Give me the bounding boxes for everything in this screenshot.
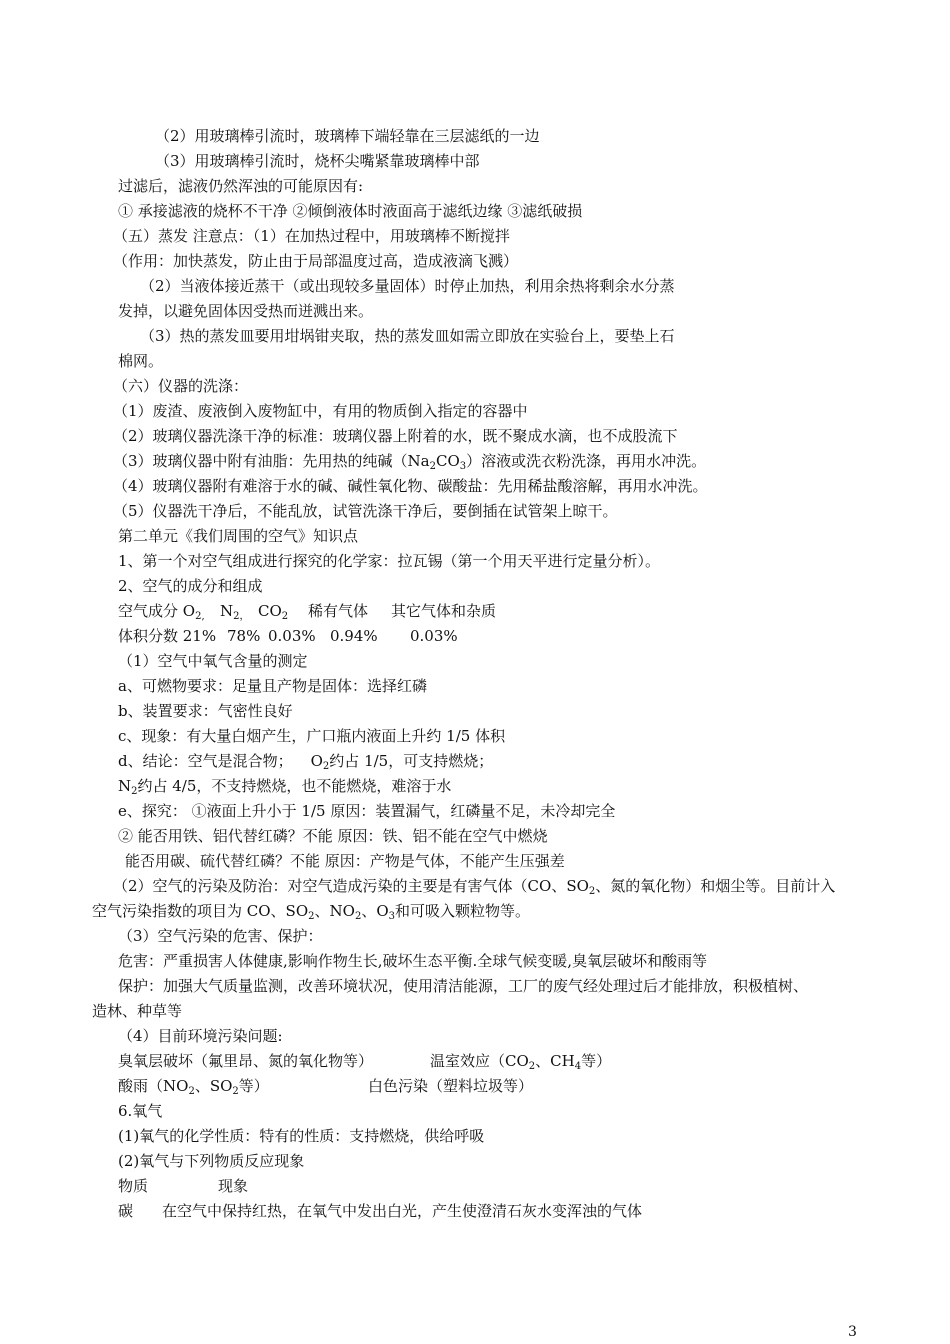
table-cell: 在空气中保持红热，在氧气中发出白光，产生使澄清石灰水变浑浊的气体 (162, 1202, 643, 1220)
text-line: a、可燃物要求：足量且产物是固体：选择红磷 (118, 677, 427, 695)
page-number: 3 (848, 1324, 857, 1340)
table-cell: 78% (227, 627, 261, 645)
text-line: （4）玻璃仪器附有难溶于水的碱、碱性氧化物、碳酸盐：先用稀盐酸溶解，再用水冲洗。 (113, 477, 708, 495)
table-cell: 臭氧层破坏（氟里昂、氮的氧化物等） (118, 1052, 374, 1070)
text-line: (1)氧气的化学性质：特有的性质：支持燃烧，供给呼吸 (118, 1127, 485, 1145)
text-segment: ）溶液或洗衣粉洗涤，再用水冲洗。 (466, 452, 707, 470)
text-line (118, 776, 451, 796)
text-line: （1）空气中氧气含量的测定 (118, 652, 308, 670)
text-line (118, 751, 493, 771)
text-line: b、装置要求：气密性良好 (118, 702, 293, 720)
table-header-cell: 物质 (118, 1177, 149, 1195)
section-heading: （五）蒸发 注意点：（1）在加热过程中，用玻璃棒不断搅拌 (113, 227, 510, 245)
table-header-cell: 现象 (218, 1177, 249, 1195)
text-line: （3）用玻璃棒引流时，烧杯尖嘴紧靠玻璃棒中部 (155, 152, 480, 170)
table-cell: 碳 (118, 1202, 134, 1220)
table-cell: 温室效应（$CO_2$、$CH_4$等） (430, 1052, 612, 1072)
text-segment: 、NO (314, 902, 355, 920)
text-line: （3）空气污染的危害、保护： (118, 927, 323, 945)
text-line: 保护：加强大气质量监测，改善环境状况，使用清洁能源，工厂的废气经处理过后才能排放，积极植树、 (118, 977, 809, 995)
table-cell: 空气成分 $O_{2,}$ (118, 602, 205, 622)
unit-title: 第二单元《我们周围的空气》知识点 (118, 527, 359, 545)
text-line (113, 451, 706, 471)
subscript: 3 (388, 911, 395, 922)
text-line (92, 901, 530, 921)
text-line: (2)氧气与下列物质反应现象 (118, 1152, 305, 1170)
table-cell: $CO_2$ (258, 602, 289, 622)
text-line: （2）用玻璃棒引流时，玻璃棒下端轻靠在三层滤纸的一边 (155, 127, 540, 145)
subscript: 2 (131, 786, 138, 797)
text-line: （4）目前环境污染问题: (118, 1027, 283, 1045)
table-cell: 体积分数 21% (118, 627, 217, 645)
text-line: （2）当液体接近蒸干（或出现较多量固体）时停止加热，利用余热将剩余水分蒸 (140, 277, 675, 295)
text-line: （1）废渣、废液倒入废物缸中，有用的物质倒入指定的容器中 (113, 402, 528, 420)
text-segment: CO (436, 452, 460, 470)
text-line: （5）仪器洗干净后，不能乱放，试管洗涤干净后，要倒插在试管架上晾干。 (113, 502, 618, 520)
text-segment: 、氮的氧化物）和烟尘等。目前计入 (595, 877, 836, 895)
text-line: （3）热的蒸发皿要用坩埚钳夹取，热的蒸发皿如需立即放在实验台上，要垫上石 (140, 327, 675, 345)
text-line: 危害：严重损害人体健康,影响作物生长,破坏生态平衡.全球气候变暖,臭氧层破坏和酸雨等 (118, 952, 708, 970)
text-segment: （3）玻璃仪器中附有油脂：先用热的纯碱（Na (113, 452, 430, 470)
subscript: 3 (459, 461, 467, 472)
table-cell: 其它气体和杂质 (391, 602, 497, 620)
text-line: 2、空气的成分和组成 (118, 577, 263, 595)
table-cell: 白色污染（塑料垃圾等） (368, 1077, 534, 1095)
text-line: 过滤后，滤液仍然浑浊的可能原因有: (118, 177, 364, 195)
subscript: 2 (588, 886, 596, 897)
table-cell: 0.03% (268, 627, 316, 645)
text-line: 发掉，以避免固体因受热而迸溅出来。 (118, 302, 374, 320)
table-cell: $N_{2,}$ (220, 602, 250, 622)
text-line: 1、第一个对空气组成进行探究的化学家：拉瓦锡（第一个用天平进行定量分析）。 (118, 552, 661, 570)
subscript: 2 (429, 461, 436, 472)
text-line: 能否用碳、硫代替红磷？不能 原因：产物是气体，不能产生压强差 (125, 852, 565, 870)
text-line: ① 承接滤液的烧杯不干净 ②倾倒液体时液面高于滤纸边缘 ③滤纸破损 (118, 202, 583, 220)
subscript: 2 (322, 761, 330, 772)
text-segment: d、结论：空气是混合物； (118, 752, 293, 770)
subscript: 2 (308, 911, 315, 922)
section-heading: （六）仪器的洗涤： (113, 377, 249, 395)
text-line: ② 能否用铁、铝代替红磷？不能 原因：铁、铝不能在空气中燃烧 (118, 827, 548, 845)
text-segment: 空气污染指数的项目为 CO、SO (92, 902, 309, 920)
text-segment: 约占 4/5，不支持燃烧，也不能燃烧，难溶于水 (137, 777, 452, 795)
table-cell: 0.03% (410, 627, 458, 645)
table-cell: 酸雨（$NO_2$、$SO_2$等） (118, 1077, 269, 1097)
text-line: c、现象：有大量白烟产生，广口瓶内液面上升约 1/5 体积 (118, 727, 506, 745)
text-line: （作用：加快蒸发，防止由于局部温度过高，造成液滴飞溅） (113, 252, 519, 270)
text-segment: 、O (361, 902, 389, 920)
text-segment: O (310, 752, 323, 770)
text-segment: （2）空气的污染及防治：对空气造成污染的主要是有害气体（CO、SO (113, 877, 589, 895)
text-line: e、探究： ①液面上升小于 1/5 原因：装置漏气，红磷量不足，未冷却完全 (118, 802, 616, 820)
table-cell: 0.94% (330, 627, 378, 645)
table-cell: 稀有气体 (308, 602, 369, 620)
text-line (113, 876, 835, 896)
text-segment: 约占 1/5，可支持燃烧； (329, 752, 494, 770)
section-heading: 6.氧气 (118, 1102, 163, 1120)
text-segment: N (118, 777, 132, 795)
text-line: 棉网。 (118, 352, 164, 370)
text-line: （2）玻璃仪器洗涤干净的标准：玻璃仪器上附着的水，既不聚成水滴，也不成股流下 (113, 427, 678, 445)
subscript: 2 (354, 911, 362, 922)
text-line: 造林、种草等 (92, 1002, 183, 1020)
text-segment: 和可吸入颗粒物等。 (395, 902, 531, 920)
